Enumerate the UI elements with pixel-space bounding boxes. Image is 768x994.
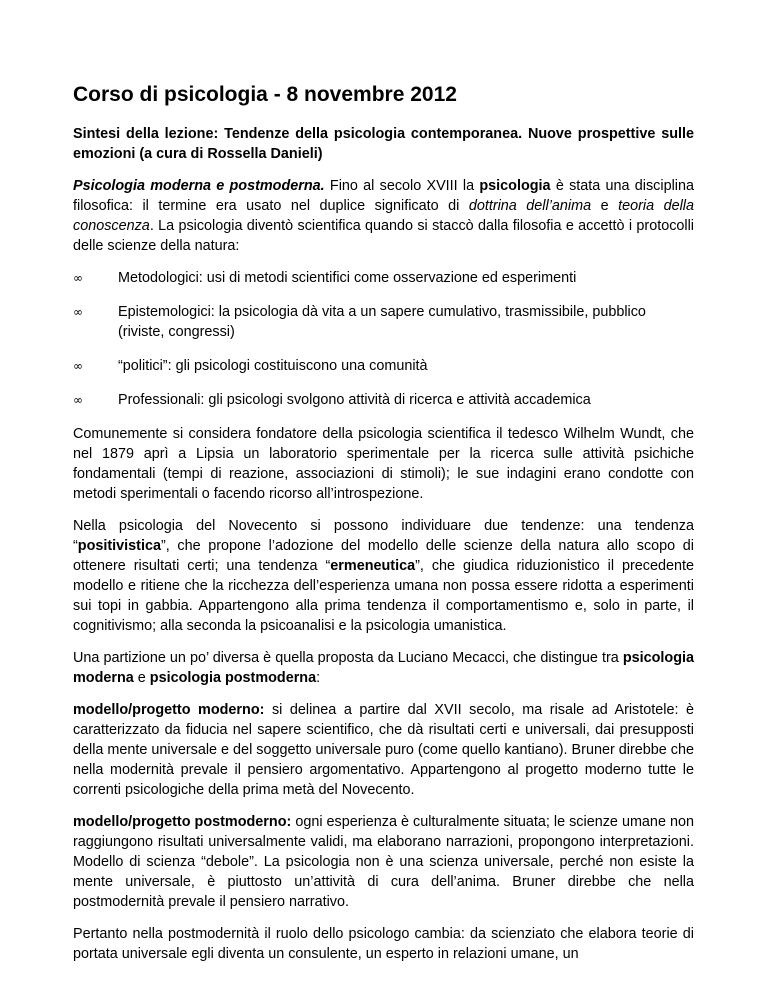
paragraph-modern-postmodern: Psicologia moderna e postmoderna. Fino al secolo XVIII la psicologia è stata una disciplina filosofica: il termine era usato nel duplice significato di dottrina dell’anima e teoria della conoscenza. La psicologia diventò scientifica quando si staccò dalla filosofia e accettò i protocolli delle scienze della natura:: [73, 178, 695, 254]
paragraph-modern-model: modello/progetto moderno: si delinea a partire dal XVII secolo, ma risale ad Aristotele: è caratterizzato da fiducia nel sapere scientifico, che dà risultati certi e universali, dai presupposti della mente universale e del soggetto universale puro (come quello kantiano). Bruner direbbe che nella modernità prevale il pensiero argomentativo. Appartengono al progetto moderno tutte le correnti psicologiche della prima metà del Novecento.: [73, 702, 694, 798]
infinity-bullet-icon: ∞: [73, 305, 83, 319]
paragraph-wundt: Comunemente si considera fondatore della psicologia scientifica il tedesco Wilhelm Wundt, che nel 1879 aprì a Lipsia un laboratorio sperimentale per la ricerca sulle attività psichiche fondamentali (tempi di reazione, associazioni di stimoli); le sue indagini erano condotte con metodi sperimentali o facendo ricorso all’introspezione.: [73, 426, 694, 502]
paragraph-mecacci: Una partizione un po’ diversa è quella proposta da Luciano Mecacci, che distingue tra psicologia moderna e psicologia postmoderna:: [73, 650, 694, 686]
paragraph-tendencies: Nella psicologia del Novecento si possono individuare due tendenze: una tendenza “positivistica”, che propone l’adozione del modello delle scienze della natura allo scopo di ottenere risultati certi; una tendenza “ermeneutica”, che giudica riduzionistico il precedente modello e ritiene che la ricchezza dell’esperienza umana non possa essere ridotta a esperimenti sui topi in gabbia. Appartengono alla prima tendenza il comportamentismo e, solo in parte, il cognitivismo; alla seconda la psicoanalisi e la psicologia umanistica.: [73, 518, 694, 634]
paragraph-postmodern-model: modello/progetto postmoderno: ogni esperienza è culturalmente situata; le scienze umane non raggiungono risultati universalmente validi, ma elaborano narrazioni, propongono interpretazioni. Modello di scienza “debole”. La psicologia non è una scienza universale, perché non esiste la mente universale, è piuttosto un’attività di cura dell’anima. Bruner direbbe che nella postmodernità prevale il pensiero narrativo.: [73, 814, 694, 910]
infinity-bullet-icon: ∞: [73, 359, 83, 373]
list-item: ∞ Epistemologici: la psicologia dà vita a un sapere cumulativo, trasmissibile, pubblico (riviste, congressi): [73, 304, 646, 340]
lesson-subtitle: Sintesi della lezione: Tendenze della psicologia contemporanea. Nuove prospettive sulle emozioni (a cura di Rossella Danieli): [73, 126, 694, 162]
document-title: Corso di psicologia - 8 novembre 2012: [73, 83, 457, 106]
infinity-bullet-icon: ∞: [73, 271, 83, 285]
paragraph-psychologist-role: Pertanto nella postmodernità il ruolo dello psicologo cambia: da scienziato che elabora teorie di portata universale egli diventa un consulente, un esperto in relazioni umane, un: [73, 926, 694, 962]
list-item: ∞ Professionali: gli psicologi svolgono attività di ricerca e attività accademica: [73, 392, 591, 408]
list-item: ∞ “politici”: gli psicologi costituiscono una comunità: [73, 358, 428, 374]
infinity-bullet-icon: ∞: [73, 393, 83, 407]
section-heading: Psicologia moderna e postmoderna.: [73, 178, 325, 194]
list-item: ∞ Metodologici: usi di metodi scientifici come osservazione ed esperimenti: [73, 270, 577, 286]
protocols-list: [73, 268, 694, 410]
